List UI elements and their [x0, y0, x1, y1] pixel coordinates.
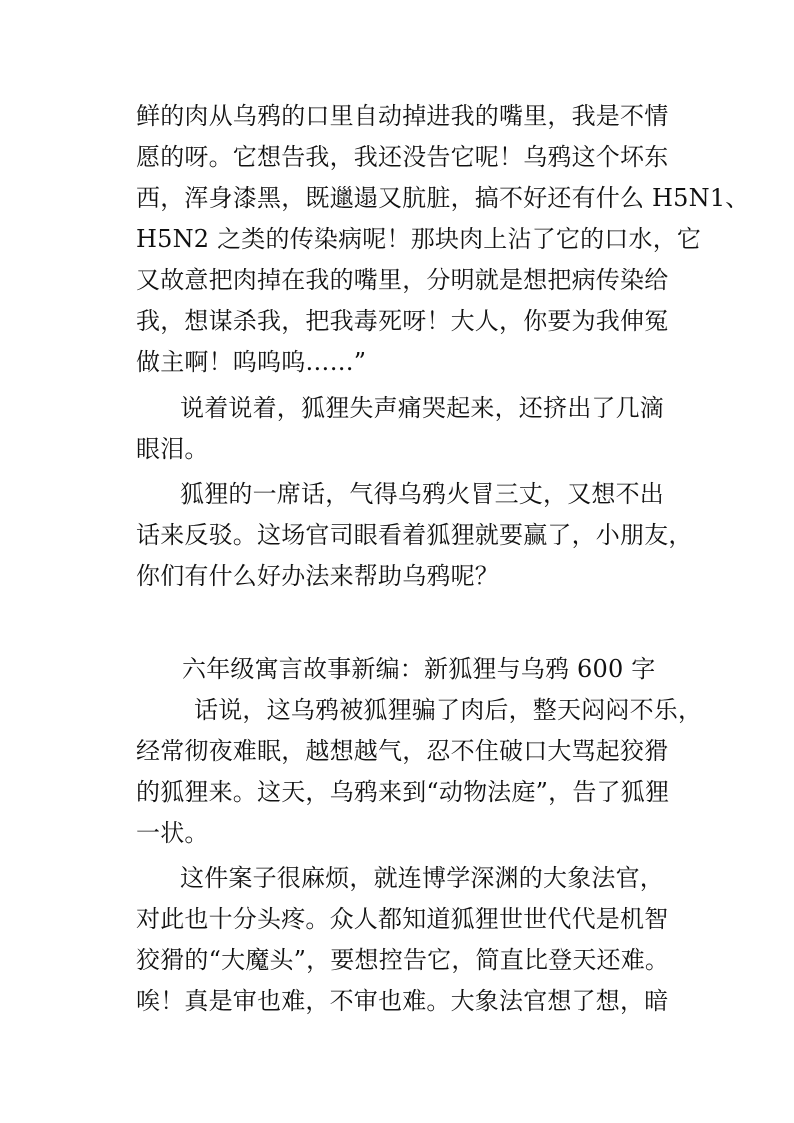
- text-line: 一状。: [136, 819, 209, 847]
- text-line: 对此也十分头疼。众人都知道狐狸世世代代是机智: [136, 905, 669, 933]
- text-line: 鲜的肉从乌鸦的口里自动掉进我的嘴里，我是不情: [136, 102, 669, 130]
- paragraph-line: 话说，这乌鸦被狐狸骗了肉后，整天闷闷不乐，: [194, 696, 703, 724]
- text-line: 眼泪。: [136, 435, 209, 463]
- section-title: 六年级寓言故事新编：新狐狸与乌鸦 600 字: [182, 655, 656, 683]
- text-line: 话来反驳。这场官司眼看着狐狸就要赢了，小朋友，: [136, 521, 693, 549]
- text-line: 的狐狸来。这天，乌鸦来到“动物法庭”，告了狐狸: [136, 778, 670, 806]
- text-line: 愿的呀。它想告我，我还没告它呢！乌鸦这个坏东: [136, 143, 669, 171]
- text-line: 西，浑身漆黑，既邋遢又肮脏，搞不好还有什么 H5N1、: [136, 184, 750, 212]
- paragraph-line: 说着说着，狐狸失声痛哭起来，还挤出了几滴: [180, 394, 664, 422]
- text-line: 我，想谋杀我，把我毒死呀！大人，你要为我伸冤: [136, 307, 669, 335]
- paragraph-line: 狐狸的一席话，气得乌鸦火冒三丈，又想不出: [180, 480, 664, 508]
- text-line: 又故意把肉掉在我的嘴里，分明就是想把病传染给: [136, 266, 669, 294]
- text-line: 你们有什么好办法来帮助乌鸦呢？: [136, 562, 499, 590]
- text-line: 经常彻夜难眠，越想越气，忍不住破口大骂起狡猾: [136, 737, 669, 765]
- text-line: H5N2 之类的传染病呢！那块肉上沾了它的口水，它: [136, 225, 702, 253]
- paragraph-line: 这件案子很麻烦，就连博学深渊的大象法官，: [180, 864, 664, 892]
- text-line: 唉！真是审也难，不审也难。大象法官想了想，暗: [136, 987, 669, 1015]
- text-line: 狡猾的“大魔头”，要想控告它，简直比登天还难。: [136, 946, 670, 974]
- text-line: 做主啊！呜呜呜……”: [136, 348, 367, 376]
